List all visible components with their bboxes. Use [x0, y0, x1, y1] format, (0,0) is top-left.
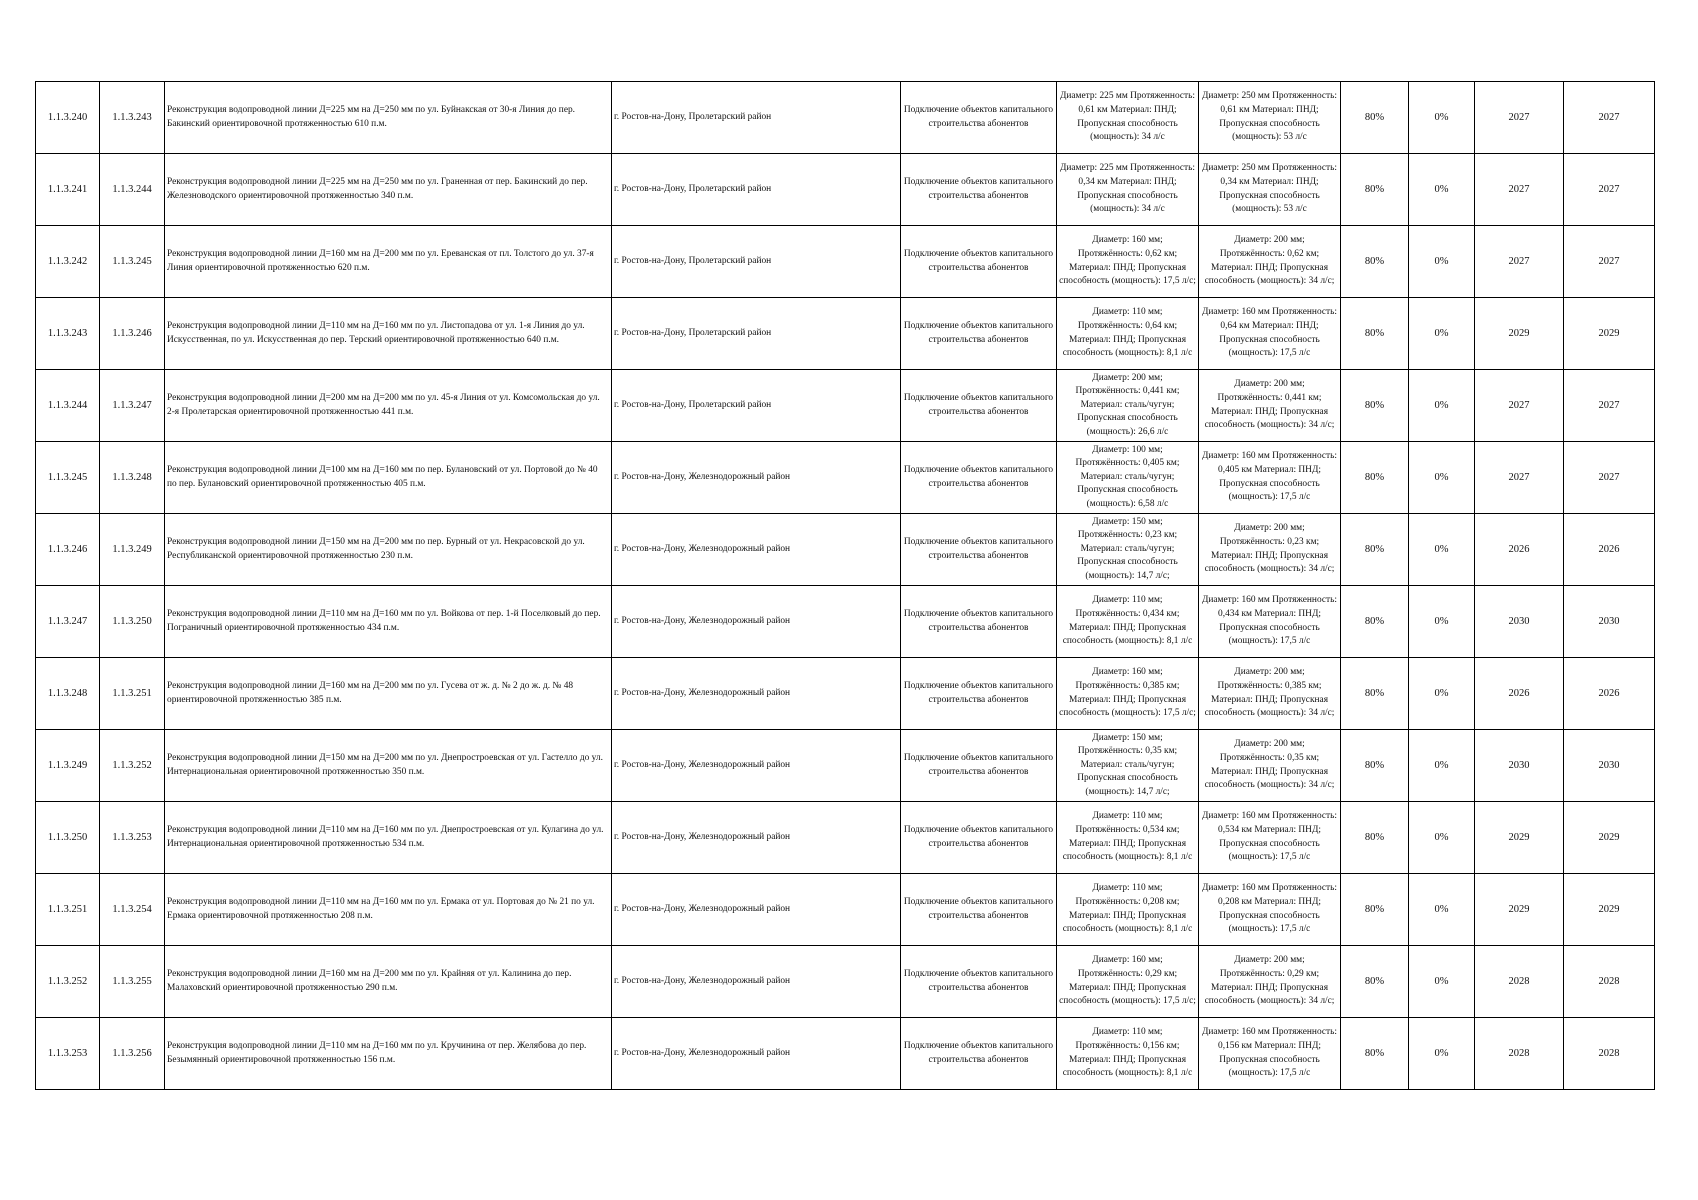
parameters-after-cell: Диаметр: 160 мм Протяженность: 0,434 км Материал: ПНД; Пропускная способность (мощность): 17,5 л/с [1199, 586, 1341, 658]
start-year-cell: 2028 [1475, 1018, 1564, 1090]
purpose-cell: Подключение объектов капитального строительства абонентов [901, 658, 1057, 730]
percent-cell: 0% [1409, 442, 1475, 514]
parameters-after-cell: Диаметр: 160 мм Протяженность: 0,208 км Материал: ПНД; Пропускная способность (мощность): 17,5 л/с [1199, 874, 1341, 946]
parameters-before-cell: Диаметр: 225 мм Протяженность: 0,61 км Материал: ПНД; Пропускная способность (мощность): 34 л/с [1057, 82, 1199, 154]
end-year-cell: 2027 [1564, 226, 1655, 298]
end-year-cell: 2028 [1564, 946, 1655, 1018]
row-number-cell: 1.1.3.249 [36, 730, 100, 802]
project-name-cell: Реконструкция водопроводной линии Д=110 мм на Д=160 мм по ул. Ермака от ул. Портовая до № 21 по ул. Ермака ориентировочной протяженностью 208 п.м. [165, 874, 612, 946]
start-year-cell: 2027 [1475, 226, 1564, 298]
purpose-cell: Подключение объектов капитального строительства абонентов [901, 874, 1057, 946]
percent-cell: 80% [1341, 370, 1409, 442]
start-year-cell: 2027 [1475, 370, 1564, 442]
row-number-cell: 1.1.3.243 [36, 298, 100, 370]
parameters-after-cell: Диаметр: 200 мм; Протяжённость: 0,35 км; Материал: ПНД; Пропускная способность (мощность): 34 л/с; [1199, 730, 1341, 802]
project-code-cell: 1.1.3.243 [100, 82, 165, 154]
purpose-cell: Подключение объектов капитального строительства абонентов [901, 82, 1057, 154]
purpose-cell: Подключение объектов капитального строительства абонентов [901, 586, 1057, 658]
parameters-before-cell: Диаметр: 110 мм; Протяжённость: 0,208 км; Материал: ПНД; Пропускная способность (мощность): 8,1 л/с [1057, 874, 1199, 946]
table-body [36, 82, 1655, 1090]
project-code-cell: 1.1.3.253 [100, 802, 165, 874]
purpose-cell: Подключение объектов капитального строительства абонентов [901, 514, 1057, 586]
table-row [36, 442, 1655, 514]
location-cell: г. Ростов-на-Дону, Железнодорожный район [612, 874, 901, 946]
parameters-before-cell: Диаметр: 160 мм; Протяжённость: 0,29 км; Материал: ПНД; Пропускная способность (мощность): 17,5 л/с; [1057, 946, 1199, 1018]
parameters-before-cell: Диаметр: 150 мм; Протяжённость: 0,23 км; Материал: сталь/чугун; Пропускная способность (мощность): 14,7 л/с; [1057, 514, 1199, 586]
project-name-cell: Реконструкция водопроводной линии Д=110 мм на Д=160 мм по ул. Днепростроевская от ул. Кулагина до ул. Интернациональная ориентировочной протяженностью 534 п.м. [165, 802, 612, 874]
project-code-cell: 1.1.3.255 [100, 946, 165, 1018]
project-name-cell: Реконструкция водопроводной линии Д=110 мм на Д=160 мм по ул. Кручинина от пер. Желябова до пер. Безымянный ориентировочной протяженностью 156 п.м. [165, 1018, 612, 1090]
percent-cell: 0% [1409, 1018, 1475, 1090]
project-name-cell: Реконструкция водопроводной линии Д=110 мм на Д=160 мм по ул. Войкова от пер. 1-й Поселковый до пер. Пограничный ориентировочной протяженностью 434 п.м. [165, 586, 612, 658]
start-year-cell: 2029 [1475, 802, 1564, 874]
start-year-cell: 2027 [1475, 442, 1564, 514]
parameters-after-cell: Диаметр: 250 мм Протяженность: 0,34 км Материал: ПНД; Пропускная способность (мощность): 53 л/с [1199, 154, 1341, 226]
percent-cell: 80% [1341, 946, 1409, 1018]
row-number-cell: 1.1.3.247 [36, 586, 100, 658]
table-row [36, 226, 1655, 298]
end-year-cell: 2026 [1564, 658, 1655, 730]
table-row [36, 730, 1655, 802]
end-year-cell: 2027 [1564, 370, 1655, 442]
parameters-after-cell: Диаметр: 200 мм; Протяжённость: 0,23 км; Материал: ПНД; Пропускная способность (мощность): 34 л/с; [1199, 514, 1341, 586]
end-year-cell: 2027 [1564, 154, 1655, 226]
percent-cell: 0% [1409, 370, 1475, 442]
row-number-cell: 1.1.3.241 [36, 154, 100, 226]
table-row [36, 874, 1655, 946]
percent-cell: 0% [1409, 226, 1475, 298]
location-cell: г. Ростов-на-Дону, Пролетарский район [612, 370, 901, 442]
table-row [36, 154, 1655, 226]
percent-cell: 0% [1409, 730, 1475, 802]
project-code-cell: 1.1.3.251 [100, 658, 165, 730]
table-row [36, 946, 1655, 1018]
row-number-cell: 1.1.3.251 [36, 874, 100, 946]
parameters-before-cell: Диаметр: 160 мм; Протяжённость: 0,62 км; Материал: ПНД; Пропускная способность (мощность): 17,5 л/с; [1057, 226, 1199, 298]
percent-cell: 0% [1409, 658, 1475, 730]
parameters-after-cell: Диаметр: 200 мм; Протяжённость: 0,441 км; Материал: ПНД; Пропускная способность (мощность): 34 л/с; [1199, 370, 1341, 442]
location-cell: г. Ростов-на-Дону, Железнодорожный район [612, 730, 901, 802]
percent-cell: 80% [1341, 226, 1409, 298]
location-cell: г. Ростов-на-Дону, Пролетарский район [612, 298, 901, 370]
end-year-cell: 2029 [1564, 874, 1655, 946]
end-year-cell: 2026 [1564, 514, 1655, 586]
project-code-cell: 1.1.3.254 [100, 874, 165, 946]
project-name-cell: Реконструкция водопроводной линии Д=150 мм на Д=200 мм по пер. Бурный от ул. Некрасовской до ул. Республиканской ориентировочной протяженностью 230 п.м. [165, 514, 612, 586]
parameters-after-cell: Диаметр: 200 мм; Протяжённость: 0,29 км; Материал: ПНД; Пропускная способность (мощность): 34 л/с; [1199, 946, 1341, 1018]
location-cell: г. Ростов-на-Дону, Железнодорожный район [612, 514, 901, 586]
parameters-after-cell: Диаметр: 200 мм; Протяжённость: 0,62 км; Материал: ПНД; Пропускная способность (мощность): 34 л/с; [1199, 226, 1341, 298]
parameters-after-cell: Диаметр: 160 мм Протяженность: 0,64 км Материал: ПНД; Пропускная способность (мощность): 17,5 л/с [1199, 298, 1341, 370]
row-number-cell: 1.1.3.240 [36, 82, 100, 154]
start-year-cell: 2027 [1475, 82, 1564, 154]
project-name-cell: Реконструкция водопроводной линии Д=225 мм на Д=250 мм по ул. Буйнакская от 30-я Линия до пер. Бакинский ориентировочной протяженностью 610 п.м. [165, 82, 612, 154]
table-row [36, 298, 1655, 370]
parameters-after-cell: Диаметр: 250 мм Протяженность: 0,61 км Материал: ПНД; Пропускная способность (мощность): 53 л/с [1199, 82, 1341, 154]
project-name-cell: Реконструкция водопроводной линии Д=110 мм на Д=160 мм по ул. Листопадова от ул. 1-я Линия до ул. Искусственная, по ул. Искусственная до пер. Терский ориентировочной протяженностью 640 п.м. [165, 298, 612, 370]
percent-cell: 0% [1409, 802, 1475, 874]
location-cell: г. Ростов-на-Дону, Пролетарский район [612, 82, 901, 154]
parameters-before-cell: Диаметр: 110 мм; Протяжённость: 0,156 км; Материал: ПНД; Пропускная способность (мощность): 8,1 л/с [1057, 1018, 1199, 1090]
parameters-after-cell: Диаметр: 200 мм; Протяжённость: 0,385 км; Материал: ПНД; Пропускная способность (мощность): 34 л/с; [1199, 658, 1341, 730]
parameters-before-cell: Диаметр: 160 мм; Протяжённость: 0,385 км; Материал: ПНД; Пропускная способность (мощность): 17,5 л/с; [1057, 658, 1199, 730]
location-cell: г. Ростов-на-Дону, Железнодорожный район [612, 1018, 901, 1090]
location-cell: г. Ростов-на-Дону, Железнодорожный район [612, 946, 901, 1018]
parameters-before-cell: Диаметр: 110 мм; Протяжённость: 0,534 км; Материал: ПНД; Пропускная способность (мощность): 8,1 л/с [1057, 802, 1199, 874]
purpose-cell: Подключение объектов капитального строительства абонентов [901, 298, 1057, 370]
percent-cell: 0% [1409, 154, 1475, 226]
project-name-cell: Реконструкция водопроводной линии Д=150 мм на Д=200 мм по ул. Днепростроевская от ул. Гастелло до ул. Интернациональная ориентировочной протяженностью 350 п.м. [165, 730, 612, 802]
row-number-cell: 1.1.3.246 [36, 514, 100, 586]
start-year-cell: 2027 [1475, 154, 1564, 226]
location-cell: г. Ростов-на-Дону, Железнодорожный район [612, 658, 901, 730]
end-year-cell: 2030 [1564, 730, 1655, 802]
percent-cell: 0% [1409, 586, 1475, 658]
start-year-cell: 2030 [1475, 586, 1564, 658]
table-row [36, 586, 1655, 658]
purpose-cell: Подключение объектов капитального строительства абонентов [901, 1018, 1057, 1090]
project-name-cell: Реконструкция водопроводной линии Д=160 мм на Д=200 мм по ул. Гусева от ж. д. № 2 до ж. д. № 48 ориентировочной протяженностью 385 п.м. [165, 658, 612, 730]
row-number-cell: 1.1.3.242 [36, 226, 100, 298]
end-year-cell: 2028 [1564, 1018, 1655, 1090]
percent-cell: 0% [1409, 874, 1475, 946]
project-name-cell: Реконструкция водопроводной линии Д=225 мм на Д=250 мм по ул. Граненная от пер. Бакинский до пер. Железноводского ориентировочной протяженностью 340 п.м. [165, 154, 612, 226]
project-code-cell: 1.1.3.249 [100, 514, 165, 586]
row-number-cell: 1.1.3.253 [36, 1018, 100, 1090]
table-row [36, 1018, 1655, 1090]
table-row [36, 370, 1655, 442]
end-year-cell: 2027 [1564, 82, 1655, 154]
location-cell: г. Ростов-на-Дону, Железнодорожный район [612, 442, 901, 514]
location-cell: г. Ростов-на-Дону, Пролетарский район [612, 154, 901, 226]
start-year-cell: 2028 [1475, 946, 1564, 1018]
start-year-cell: 2026 [1475, 658, 1564, 730]
parameters-before-cell: Диаметр: 200 мм; Протяжённость: 0,441 км; Материал: сталь/чугун; Пропускная способность (мощность): 26,6 л/с [1057, 370, 1199, 442]
end-year-cell: 2027 [1564, 442, 1655, 514]
project-code-cell: 1.1.3.248 [100, 442, 165, 514]
parameters-after-cell: Диаметр: 160 мм Протяженность: 0,405 км Материал: ПНД; Пропускная способность (мощность): 17,5 л/с [1199, 442, 1341, 514]
start-year-cell: 2026 [1475, 514, 1564, 586]
purpose-cell: Подключение объектов капитального строительства абонентов [901, 730, 1057, 802]
row-number-cell: 1.1.3.245 [36, 442, 100, 514]
project-code-cell: 1.1.3.256 [100, 1018, 165, 1090]
location-cell: г. Ростов-на-Дону, Пролетарский район [612, 226, 901, 298]
percent-cell: 80% [1341, 802, 1409, 874]
purpose-cell: Подключение объектов капитального строительства абонентов [901, 370, 1057, 442]
percent-cell: 80% [1341, 1018, 1409, 1090]
start-year-cell: 2029 [1475, 298, 1564, 370]
percent-cell: 80% [1341, 874, 1409, 946]
percent-cell: 80% [1341, 730, 1409, 802]
start-year-cell: 2030 [1475, 730, 1564, 802]
parameters-after-cell: Диаметр: 160 мм Протяженность: 0,156 км Материал: ПНД; Пропускная способность (мощность): 17,5 л/с [1199, 1018, 1341, 1090]
row-number-cell: 1.1.3.252 [36, 946, 100, 1018]
end-year-cell: 2029 [1564, 802, 1655, 874]
row-number-cell: 1.1.3.250 [36, 802, 100, 874]
project-code-cell: 1.1.3.244 [100, 154, 165, 226]
purpose-cell: Подключение объектов капитального строительства абонентов [901, 802, 1057, 874]
percent-cell: 0% [1409, 298, 1475, 370]
row-number-cell: 1.1.3.248 [36, 658, 100, 730]
percent-cell: 0% [1409, 514, 1475, 586]
parameters-before-cell: Диаметр: 225 мм Протяженность: 0,34 км Материал: ПНД; Пропускная способность (мощность): 34 л/с [1057, 154, 1199, 226]
project-code-cell: 1.1.3.245 [100, 226, 165, 298]
parameters-before-cell: Диаметр: 150 мм; Протяжённость: 0,35 км; Материал: сталь/чугун; Пропускная способность (мощность): 14,7 л/с; [1057, 730, 1199, 802]
project-name-cell: Реконструкция водопроводной линии Д=100 мм на Д=160 мм по пер. Булановский от ул. Портовой до № 40 по пер. Булановский ориентировочной протяженностью 405 п.м. [165, 442, 612, 514]
end-year-cell: 2029 [1564, 298, 1655, 370]
percent-cell: 80% [1341, 82, 1409, 154]
table-row [36, 802, 1655, 874]
percent-cell: 0% [1409, 82, 1475, 154]
percent-cell: 80% [1341, 514, 1409, 586]
project-code-cell: 1.1.3.250 [100, 586, 165, 658]
project-code-cell: 1.1.3.252 [100, 730, 165, 802]
percent-cell: 80% [1341, 298, 1409, 370]
percent-cell: 80% [1341, 586, 1409, 658]
end-year-cell: 2030 [1564, 586, 1655, 658]
row-number-cell: 1.1.3.244 [36, 370, 100, 442]
project-name-cell: Реконструкция водопроводной линии Д=160 мм на Д=200 мм по ул. Ереванская от пл. Толстого до ул. 37-я Линия ориентировочной протяженностью 620 п.м. [165, 226, 612, 298]
parameters-before-cell: Диаметр: 100 мм; Протяжённость: 0,405 км; Материал: сталь/чугун; Пропускная способность (мощность): 6,58 л/с [1057, 442, 1199, 514]
project-code-cell: 1.1.3.246 [100, 298, 165, 370]
start-year-cell: 2029 [1475, 874, 1564, 946]
table-row [36, 82, 1655, 154]
percent-cell: 80% [1341, 154, 1409, 226]
purpose-cell: Подключение объектов капитального строительства абонентов [901, 226, 1057, 298]
table-row [36, 514, 1655, 586]
parameters-before-cell: Диаметр: 110 мм; Протяжённость: 0,434 км; Материал: ПНД; Пропускная способность (мощность): 8,1 л/с [1057, 586, 1199, 658]
purpose-cell: Подключение объектов капитального строительства абонентов [901, 946, 1057, 1018]
location-cell: г. Ростов-на-Дону, Железнодорожный район [612, 802, 901, 874]
table-row [36, 658, 1655, 730]
purpose-cell: Подключение объектов капитального строительства абонентов [901, 442, 1057, 514]
location-cell: г. Ростов-на-Дону, Железнодорожный район [612, 586, 901, 658]
percent-cell: 80% [1341, 442, 1409, 514]
percent-cell: 80% [1341, 658, 1409, 730]
parameters-before-cell: Диаметр: 110 мм; Протяжённость: 0,64 км; Материал: ПНД; Пропускная способность (мощность): 8,1 л/с [1057, 298, 1199, 370]
projects-table [35, 81, 1655, 1090]
project-name-cell: Реконструкция водопроводной линии Д=200 мм на Д=200 мм по ул. 45-я Линия от ул. Комсомольская до ул. 2-я Пролетарская ориентировочной протяженностью 441 п.м. [165, 370, 612, 442]
project-code-cell: 1.1.3.247 [100, 370, 165, 442]
parameters-after-cell: Диаметр: 160 мм Протяженность: 0,534 км Материал: ПНД; Пропускная способность (мощность): 17,5 л/с [1199, 802, 1341, 874]
purpose-cell: Подключение объектов капитального строительства абонентов [901, 154, 1057, 226]
project-name-cell: Реконструкция водопроводной линии Д=160 мм на Д=200 мм по ул. Крайняя от ул. Калинина до пер. Малаховский ориентировочной протяженностью 290 п.м. [165, 946, 612, 1018]
percent-cell: 0% [1409, 946, 1475, 1018]
